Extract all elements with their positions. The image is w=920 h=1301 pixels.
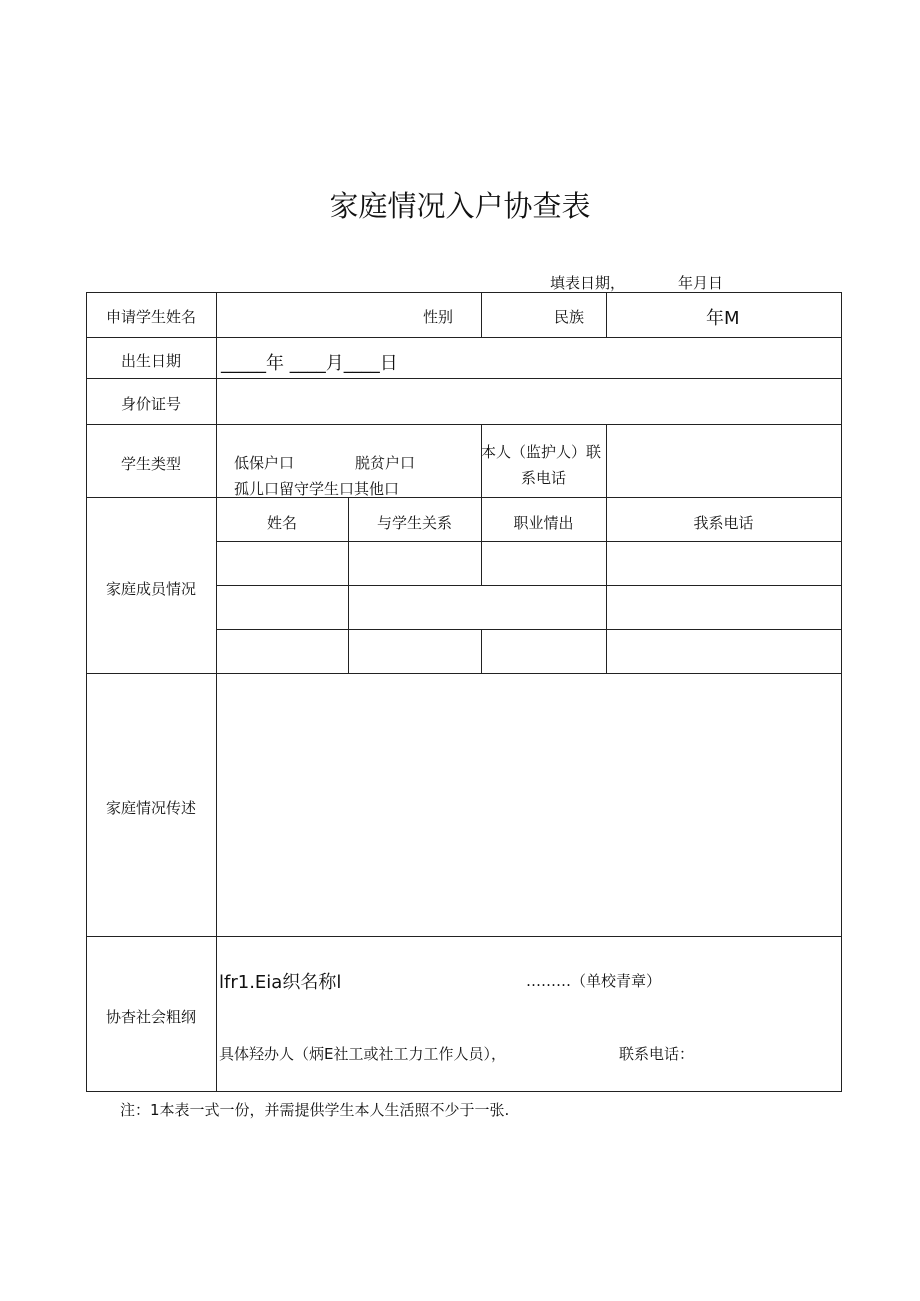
row-divider bbox=[216, 629, 842, 630]
handler-field[interactable]: 具体羟办人（炳E社工或社工力工作人员）， bbox=[219, 1045, 506, 1063]
column-divider bbox=[606, 292, 607, 337]
fill-date-label: 填表日期， bbox=[550, 274, 626, 292]
student-name-label: 申请学生姓名 bbox=[105, 308, 196, 326]
verification-org-label: 协杳社会粗纲 bbox=[105, 1008, 196, 1026]
gender-label: 性别 bbox=[423, 308, 454, 326]
row-divider bbox=[86, 337, 842, 338]
row-divider bbox=[86, 424, 842, 425]
form-title: 家庭情况入户协查表 bbox=[329, 189, 591, 223]
student-type-option-low-income[interactable]: 低保户口 bbox=[234, 454, 295, 472]
row-divider bbox=[216, 541, 842, 542]
contact-phone-label: 联系电话： bbox=[619, 1045, 695, 1063]
student-type-options-line2[interactable]: 孤儿口留守学生口其他口 bbox=[234, 480, 400, 498]
ethnicity-label: 民族 bbox=[554, 308, 585, 326]
label-column-divider bbox=[216, 292, 217, 1092]
column-divider bbox=[481, 292, 482, 337]
row-divider bbox=[86, 936, 842, 937]
row-divider bbox=[86, 673, 842, 674]
family-members-label: 家庭成员情况 bbox=[105, 580, 196, 598]
row-divider bbox=[86, 378, 842, 379]
guardian-phone-label-line2: 系电话 bbox=[520, 469, 566, 487]
table-border-bottom bbox=[86, 1091, 842, 1092]
student-type-label: 学生类型 bbox=[120, 455, 181, 473]
table-border-right bbox=[841, 292, 842, 1092]
student-type-option-poverty[interactable]: 脱贫户口 bbox=[355, 454, 416, 472]
id-number-label: 身价证号 bbox=[120, 395, 181, 413]
extra-value: 年M bbox=[706, 308, 740, 329]
family-header-phone: 我系电话 bbox=[693, 514, 754, 532]
org-name-field[interactable]: lfr1.Eia织名称l bbox=[219, 972, 342, 993]
family-header-name: 姓名 bbox=[266, 514, 297, 532]
table-border-top bbox=[86, 292, 842, 293]
column-divider bbox=[481, 629, 482, 673]
column-divider bbox=[481, 497, 482, 585]
guardian-phone-label-line1: 本人（监护人）联 bbox=[481, 443, 602, 461]
birth-date-value[interactable]: _____年 ____月____日 bbox=[221, 353, 398, 374]
family-description-label: 家庭情况传述 bbox=[105, 799, 196, 817]
fill-date-value: 年月日 bbox=[678, 274, 724, 292]
family-header-relation: 与学生关系 bbox=[376, 514, 452, 532]
family-header-occupation: 职业情出 bbox=[513, 514, 574, 532]
row-divider bbox=[216, 585, 842, 586]
column-divider bbox=[606, 424, 607, 497]
footnote: 注：1本表一式一份，并需提供学生本人生活照不少于一张. bbox=[120, 1101, 510, 1119]
row-divider bbox=[86, 497, 842, 498]
seal-field: ………（单校青章） bbox=[526, 972, 662, 990]
birth-date-label: 出生日期 bbox=[120, 352, 181, 370]
